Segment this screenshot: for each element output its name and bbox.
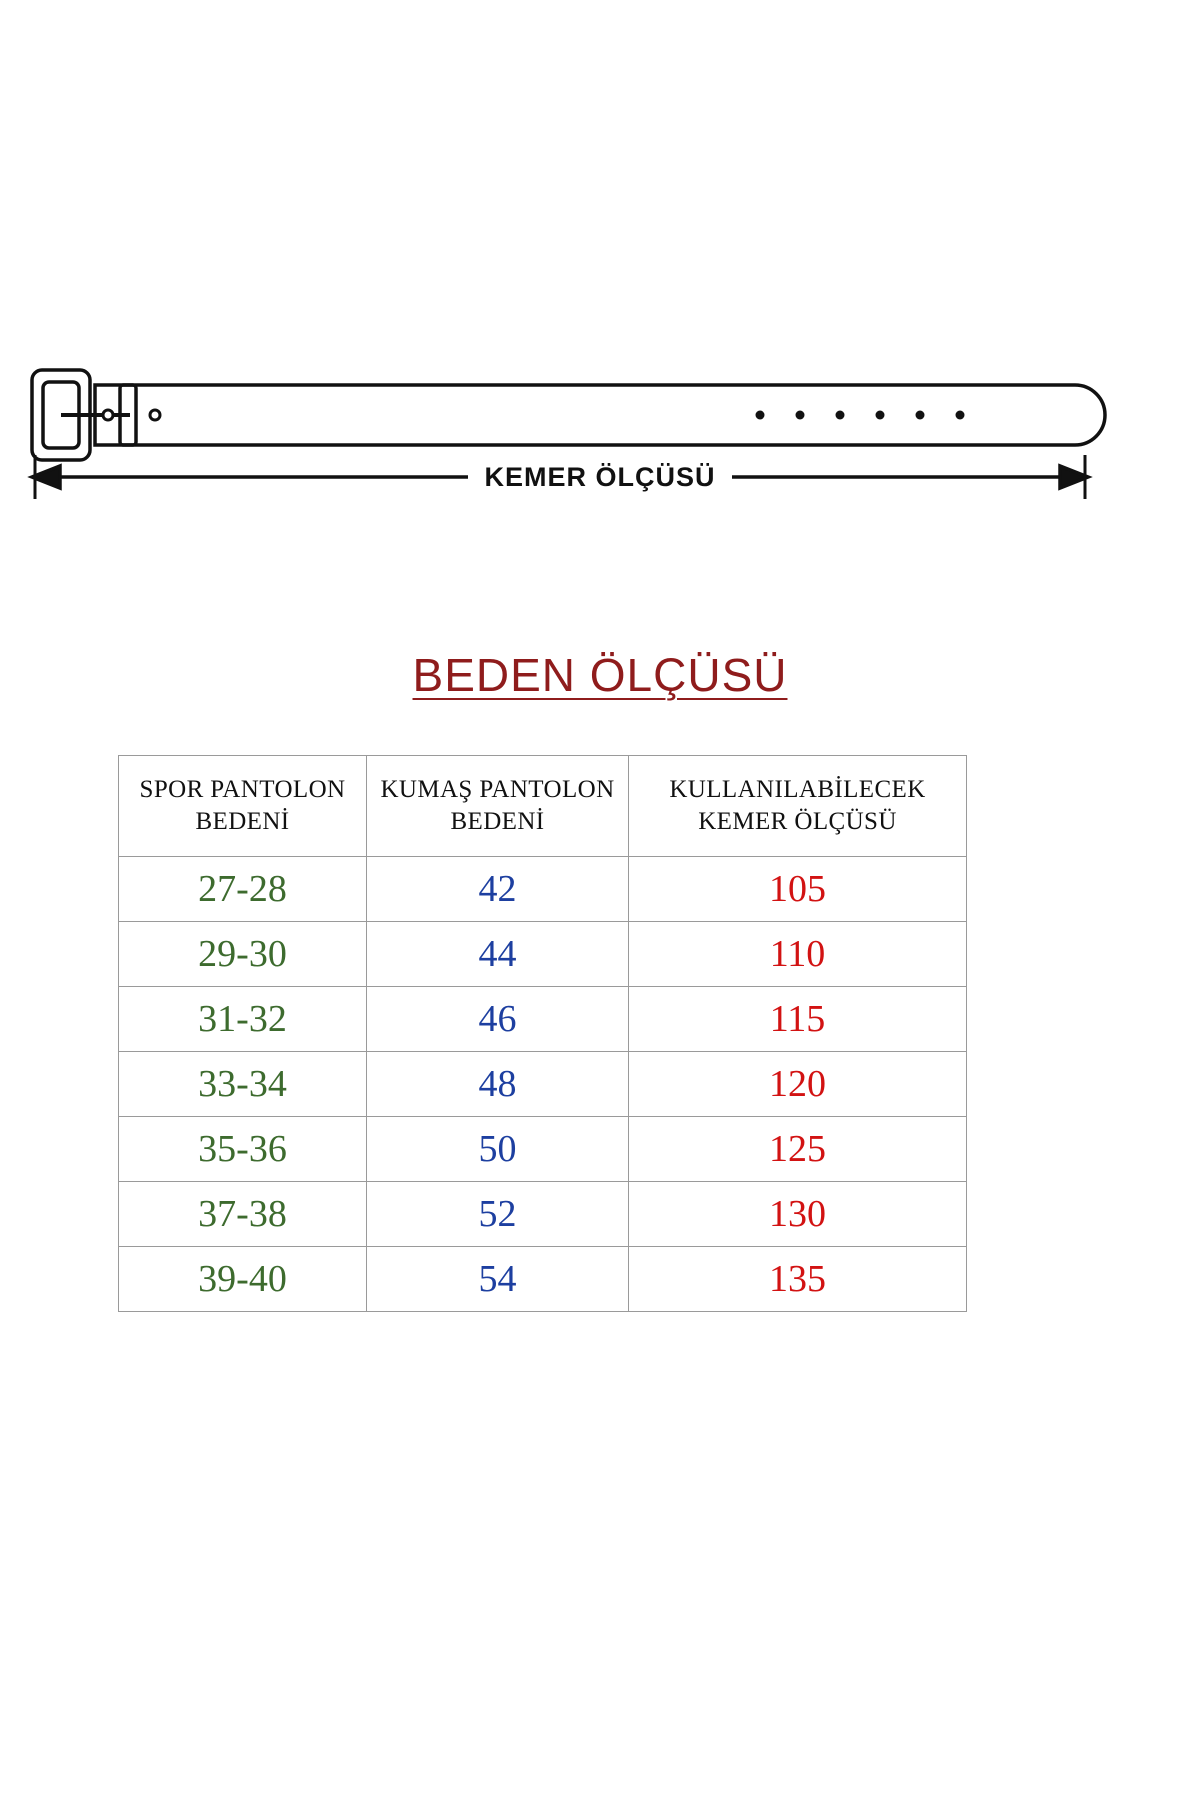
table-row bbox=[119, 1247, 967, 1312]
cell-spor-pantolon: 37-38 bbox=[119, 1182, 367, 1247]
page-title-text: BEDEN ÖLÇÜSÜ bbox=[412, 649, 788, 701]
cell-kumas-pantolon: 54 bbox=[367, 1247, 629, 1312]
cell-kumas-pantolon: 44 bbox=[367, 922, 629, 987]
cell-kemer-olcusu: 135 bbox=[629, 1247, 967, 1312]
column-header-spor-pantolon-line2: BEDENİ bbox=[195, 808, 290, 835]
cell-kemer-olcusu: 125 bbox=[629, 1117, 967, 1182]
cell-spor-pantolon: 33-34 bbox=[119, 1052, 367, 1117]
belt-holes-left bbox=[103, 410, 160, 420]
size-table-container bbox=[118, 755, 966, 1312]
cell-spor-pantolon: 35-36 bbox=[119, 1117, 367, 1182]
cell-kemer-olcusu: 130 bbox=[629, 1182, 967, 1247]
cell-kumas-pantolon: 46 bbox=[367, 987, 629, 1052]
table-header-row bbox=[119, 756, 967, 857]
belt-diagram bbox=[0, 355, 1200, 525]
table-row bbox=[119, 1052, 967, 1117]
table-row bbox=[119, 922, 967, 987]
belt-measurement-label-text: KEMER ÖLÇÜSÜ bbox=[468, 462, 731, 492]
cell-kemer-olcusu: 105 bbox=[629, 857, 967, 922]
column-header-kemer-olcusu bbox=[629, 756, 967, 857]
size-table bbox=[118, 755, 967, 1312]
cell-kemer-olcusu: 110 bbox=[629, 922, 967, 987]
column-header-spor-pantolon bbox=[119, 756, 367, 857]
cell-kumas-pantolon: 52 bbox=[367, 1182, 629, 1247]
column-header-kemer-olcusu-line1: KULLANILABİLECEK bbox=[669, 776, 926, 803]
belt-strap bbox=[95, 385, 1105, 445]
cell-kemer-olcusu: 120 bbox=[629, 1052, 967, 1117]
belt-illustration bbox=[0, 355, 1200, 525]
page-title bbox=[0, 648, 1200, 702]
cell-kemer-olcusu: 115 bbox=[629, 987, 967, 1052]
column-header-kumas-pantolon-line1: KUMAŞ PANTOLON bbox=[380, 776, 615, 803]
cell-spor-pantolon: 27-28 bbox=[119, 857, 367, 922]
cell-kumas-pantolon: 50 bbox=[367, 1117, 629, 1182]
column-header-spor-pantolon-line1: SPOR PANTOLON bbox=[139, 776, 346, 803]
cell-spor-pantolon: 29-30 bbox=[119, 922, 367, 987]
table-row bbox=[119, 1117, 967, 1182]
table-row bbox=[119, 857, 967, 922]
column-header-kumas-pantolon-line2: BEDENİ bbox=[450, 808, 545, 835]
belt-measurement-label bbox=[0, 462, 1200, 493]
cell-spor-pantolon: 31-32 bbox=[119, 987, 367, 1052]
table-row bbox=[119, 1182, 967, 1247]
cell-kumas-pantolon: 48 bbox=[367, 1052, 629, 1117]
table-row bbox=[119, 987, 967, 1052]
column-header-kemer-olcusu-line2: KEMER ÖLÇÜSÜ bbox=[698, 808, 897, 835]
cell-kumas-pantolon: 42 bbox=[367, 857, 629, 922]
column-header-kumas-pantolon bbox=[367, 756, 629, 857]
cell-spor-pantolon: 39-40 bbox=[119, 1247, 367, 1312]
belt-holes-right bbox=[756, 411, 965, 420]
